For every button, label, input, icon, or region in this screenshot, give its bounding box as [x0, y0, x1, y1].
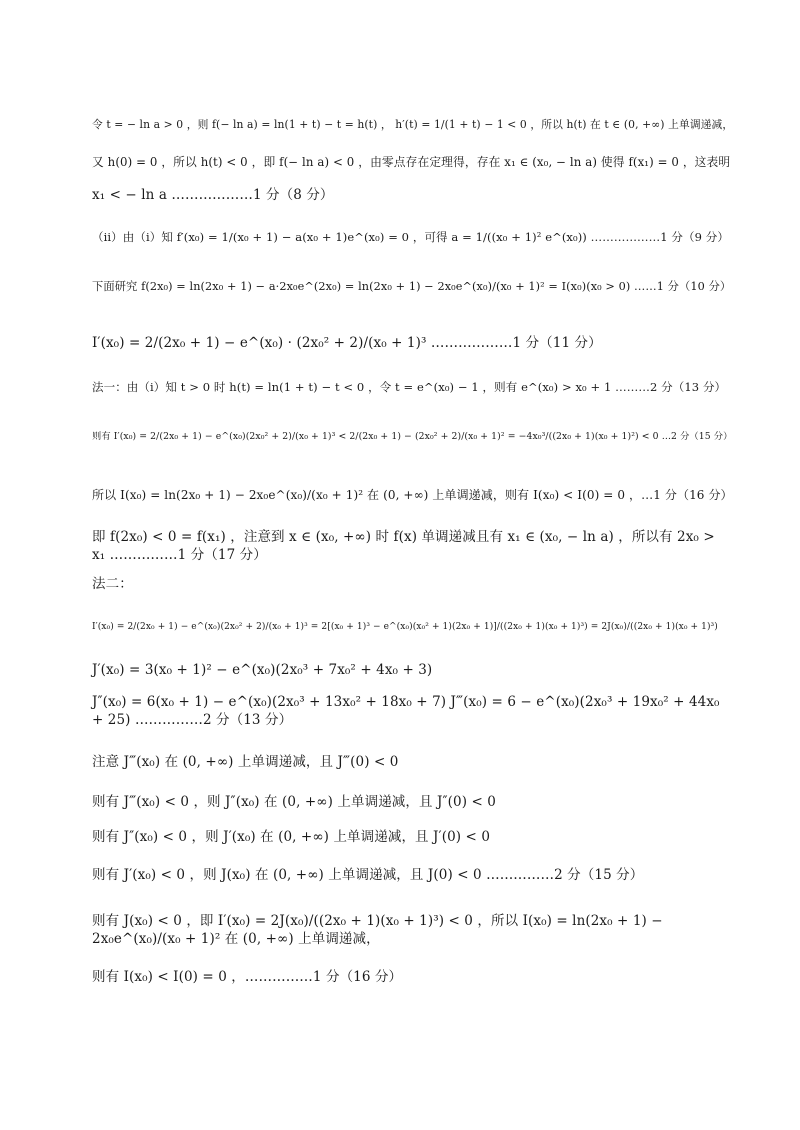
text-line: I′(x₀) = 2/(2x₀ + 1) − e^(x₀) · (2x₀² + 2)/(x₀ + 1)³ ………………1 分（11 分）	[92, 335, 602, 351]
text-line: 下面研究 f(2x₀) = ln(2x₀ + 1) − a·2x₀e^(2x₀) = ln(2x₀ + 1) − 2x₀e^(x₀)/(x₀ + 1)² = I(x₀)(x₀ > 0) ……1 分（10 分）	[92, 280, 732, 293]
text-line: 则有 J(x₀) < 0 ，即 I′(x₀) = 2J(x₀)/((2x₀ + 1)(x₀ + 1)³) < 0 ，所以 I(x₀) = ln(2x₀ + 1) − 2x₀e^(x₀)/(x₀ + 1)² 在 (0, +∞) 上单调递减，	[92, 913, 663, 947]
text-line: I′(x₀) = 2/(2x₀ + 1) − e^(x₀)(2x₀² + 2)/(x₀ + 1)³ = 2[(x₀ + 1)³ − e^(x₀)(x₀² + 1)(2x₀ + 1)]/((2x₀ + 1)(x₀ + 1)³) = 2J(x₀)/((2x₀ + 1)(x₀ + 1)³)	[92, 622, 718, 632]
text-line: 所以 I(x₀) = ln(2x₀ + 1) − 2x₀e^(x₀)/(x₀ + 1)² 在 (0, +∞) 上单调递减，则有 I(x₀) < I(0) = 0 ，…1 分（16 分）	[92, 488, 733, 502]
text-line: 令 t = − ln a > 0 ，则 f(− ln a) = ln(1 + t) − t = h(t) ， h′(t) = 1/(1 + t) − 1 < 0 ，所以 h(t) 在 t ∈ (0, +∞) 上单调递减，	[92, 118, 734, 131]
text-line: 则有 J″(x₀) < 0 ，则 J′(x₀) 在 (0, +∞) 上单调递减，且 J′(0) < 0	[92, 829, 491, 845]
text-line: （ii）由（i）知 f′(x₀) = 1/(x₀ + 1) − a(x₀ + 1)e^(x₀) = 0 ，可得 a = 1/((x₀ + 1)² e^(x₀)) ………………1 分（9 分）	[92, 230, 729, 244]
text-line: 法二：	[92, 576, 133, 592]
text-line: x₁ < − ln a ………………1 分（8 分）	[92, 187, 334, 203]
text-line: 注意 J‴(x₀) 在 (0, +∞) 上单调递减，且 J‴(0) < 0	[92, 754, 399, 770]
text-line: 则有 I′(x₀) = 2/(2x₀ + 1) − e^(x₀)(2x₀² + 2)/(x₀ + 1)³ < 2/(2x₀ + 1) − (2x₀² + 2)/(x₀ + 1)² = −4x₀³/((2x₀ + 1)(x₀ + 1)²) < 0 …2 分（15 分）	[92, 431, 733, 442]
text-line: 法一：由（i）知 t > 0 时 h(t) = ln(1 + t) − t < 0 ，令 t = e^(x₀) − 1 ，则有 e^(x₀) > x₀ + 1 ………2 分（13 分）	[92, 380, 727, 394]
text-line: 则有 J‴(x₀) < 0 ，则 J″(x₀) 在 (0, +∞) 上单调递减，且 J″(0) < 0	[92, 794, 496, 810]
text-line: J″(x₀) = 6(x₀ + 1) − e^(x₀)(2x₀³ + 13x₀² + 18x₀ + 7) J‴(x₀) = 6 − e^(x₀)(2x₀³ + 19x₀² + 44x₀ + 25) ……………2 分（13 分）	[92, 694, 720, 728]
text-line: 又 h(0) = 0 ，所以 h(t) < 0 ，即 f(− ln a) < 0 ，由零点存在定理得，存在 x₁ ∈ (x₀, − ln a) 使得 f(x₁) = 0 ，这表明	[92, 155, 731, 169]
text-line: 即 f(2x₀) < 0 = f(x₁) ，注意到 x ∈ (x₀, +∞) 时 f(x) 单调递减且有 x₁ ∈ (x₀, − ln a) ，所以有 2x₀ > x₁ ……………1 分（17 分）	[92, 529, 715, 563]
text-line: 则有 J′(x₀) < 0 ，则 J(x₀) 在 (0, +∞) 上单调递减，且 J(0) < 0 ……………2 分（15 分）	[92, 867, 644, 883]
text-line: 则有 I(x₀) < I(0) = 0 ，……………1 分（16 分）	[92, 969, 403, 985]
text-line: J′(x₀) = 3(x₀ + 1)² − e^(x₀)(2x₀³ + 7x₀² + 4x₀ + 3)	[92, 662, 433, 678]
